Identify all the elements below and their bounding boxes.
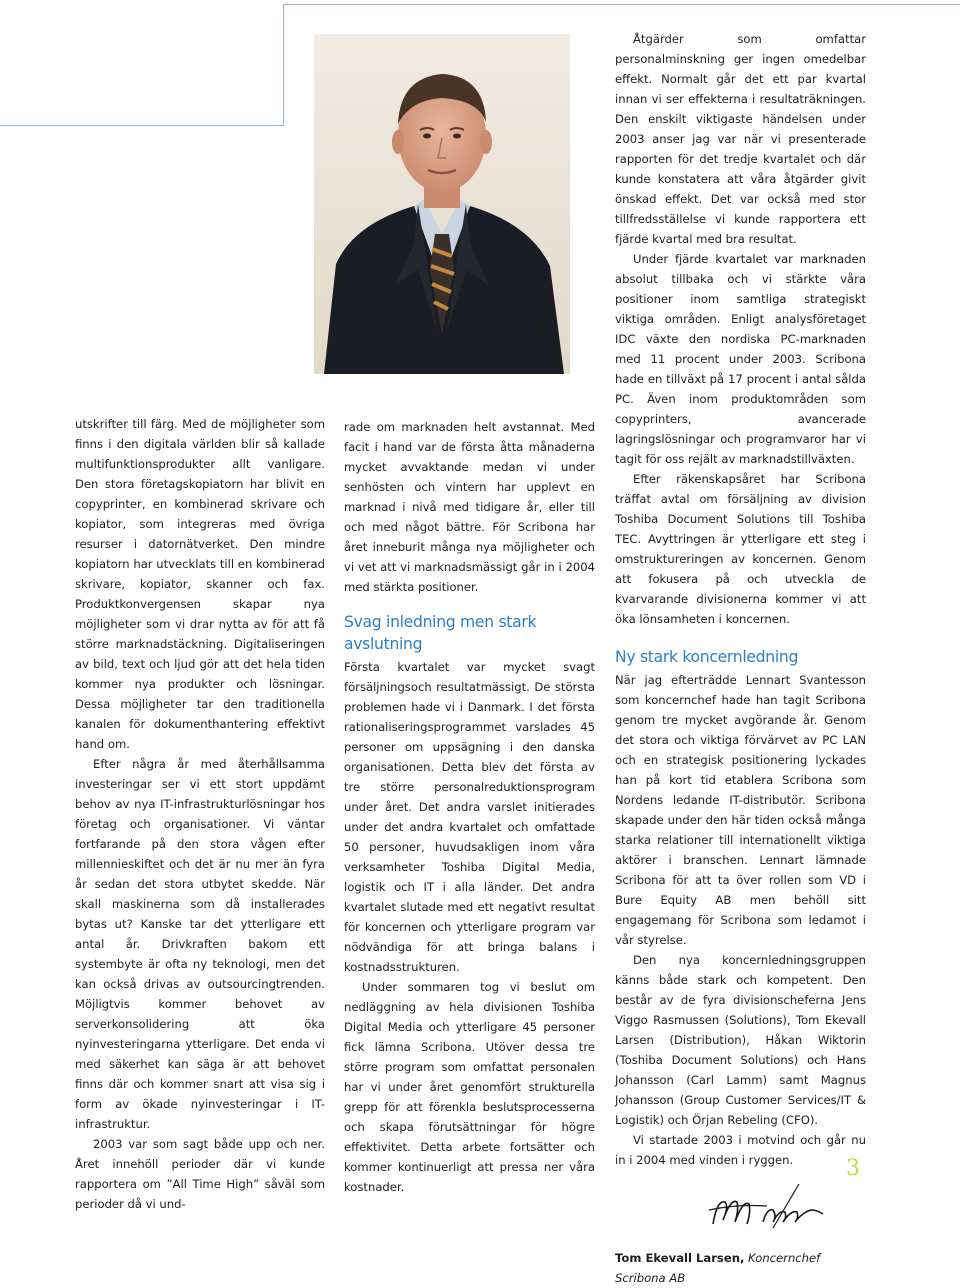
signature-image <box>707 1180 827 1236</box>
paragraph: Efter några år med återhållsamma investeringar ser vi ett stort uppdämt behov av nya IT-infrastrukturlösningar hos företag och organisationer. Vi väntar fortfarande på den stora vågen efter millennieskiftet och det är nu mer än fyra år sedan det stora utbytet skedde. När skall maskinerna som då installerades bytas ut? Kanske tar det ytterligare ett antal år. Drivkraften bakom ett systembyte är ofta ny teknologi, men det kan också drivas av outsourcingtrenden. Möjligtvis kommer behovet av serverkonsolidering att öka nyinvesteringarna ytterligare. Det enda vi med säkerhet kan säga är att behovet finns där och kommer snart att visa sig i form av ökade nyinvesteringar i IT-infrastruktur. <box>75 757 325 1131</box>
paragraph: Under fjärde kvartalet var marknaden absolut tillbaka och vi stärkte våra positioner inom samtliga strategiskt viktiga områden. Enligt analysföretaget IDC växte den nordiska PC-marknaden med 11 procent under 2003. Scribona hade en tillväxt på 17 procent i antal sålda PC. Även inom produktområden som copyprinters, avancerade lagringslösningar och programvaror har vi tagit för oss rejält av marknadstillväxten. <box>615 252 866 466</box>
page-number: 3 <box>846 1156 860 1181</box>
paragraph: När jag efterträdde Lennart Svantesson som koncernchef hade han tagit Scribona genom tre mycket avgörande år. Genom det stora och viktiga förvärvet av PC LAN och en strategisk positionering lyckades han på kort tid etablera Scribona som Nordens ledande IT-distributör. Scribona skapade under den här tiden också många starka relationer till internationellt viktiga aktörer i branschen. Lennart lämnade Scribona för att ta över rollen som VD i Bure Equity AB men behöll sitt engagemang för Scribona som ledamot i vår styrelse. <box>615 673 866 947</box>
signer-title: Koncernchef Scribona AB <box>615 1251 821 1285</box>
signer-name: Tom Ekevall Larsen, <box>615 1251 745 1265</box>
paragraph: Under sommaren tog vi beslut om nedläggning av hela divisionen Toshiba Digital Media och ytterligare 45 personer fick lämna Scribona. Utöver dessa tre större program som omfattat personalen har vi under året genomfört strukturella grepp för att förenkla beslutsprocesserna och skapa förutsättningar för högre effektivitet. Detta arbete fortsätter och kommer kontinuerligt att pressa ner våra kostnader. <box>344 980 595 1194</box>
paragraph: Den nya koncernledningsgruppen känns både stark och kompetent. Den består av de fyra divisionscheferna Jens Viggo Rasmussen (Solutions), Tom Ekevall Larsen (Distribution), Håkan Wiktorin (Toshiba Document Solutions) och Hans Johansson (Carl Lamm) samt Magnus Johansson (Group Customer Services/IT & Logistik) och Örjan Rebeling (CFO). <box>615 953 866 1127</box>
paragraph: utskrifter till färg. Med de möjligheter som finns i den digitala världen blir så kallade multifunktionsprodukter allt vanligare. Den stora företagskopiatorn har blivit en copyprinter, en kombinerad skrivare och kopiator, som integreras med övriga resurser i datornätverket. Den mindre kopiatorn har utvecklats till en kombinerad skrivare, kopiator, skanner och fax. Produktkonvergensen skapar nya möjligheter som vi drar nytta av för att få större marknadstäckning. Digitaliseringen av bild, text och ljud gör att det hela tiden kommer nya produkter och lösningar. Dessa möjligheter tar den traditionella kanalen för dokumenthantering effektivt hand om. <box>75 417 325 751</box>
column-2 <box>344 417 595 1197</box>
vertical-rule <box>283 4 284 125</box>
paragraph: Åtgärder som omfattar personalminskning ger ingen omedelbar effekt. Normalt går det ett par kvartal innan vi ser effekterna i resultaträkningen. Den enskilt viktigaste händelsen under 2003 anser jag var när vi presenterade rapporten för det tredje kvartalet och där kunde konstatera att våra åtgärder givit önskad effekt. Det var också med stor tillfredsställelse vi kunde rapportera ett fjärde kvartal med bra resultat. <box>615 32 866 246</box>
portrait-image <box>314 34 570 374</box>
top-rule <box>283 4 960 5</box>
column-3 <box>615 29 866 1288</box>
signature <box>615 1180 866 1240</box>
signature-caption <box>615 1248 866 1288</box>
paragraph: rade om marknaden helt avstannat. Med facit i hand var de första åtta månaderna mycket avvaktande medan vi under senhösten och vintern har upplevt en marknad i nivå med tidigare år, eller till och med något bättre. För Scribona har året inneburit många nya möjligheter och vi vet att vi marknadsmässigt går in i 2004 med stärkta positioner. <box>344 420 595 594</box>
portrait-photo <box>314 34 570 374</box>
paragraph: 2003 var som sagt både upp och ner. Året innehöll perioder där vi kunde rapportera om ”All Time High” såväl som perioder då vi und- <box>75 1137 325 1211</box>
left-rule <box>0 125 284 126</box>
paragraph: Vi startade 2003 i motvind och går nu in i 2004 med vinden i ryggen. <box>615 1133 866 1167</box>
section-heading: Svag inledning men stark avslutning <box>344 613 537 653</box>
paragraph: Efter räkenskapsåret har Scribona träffat avtal om försäljning av division Toshiba Document Solutions till Toshiba TEC. Avyttringen är ytterligare ett steg i omstruktureringen av koncernen. Genom att fokusera på och utveckla de kvarvarande divisionerna kommer vi att öka lönsamheten i koncernen. <box>615 472 866 626</box>
paragraph: Första kvartalet var mycket svagt försäljningsoch resultatmässigt. De största problemen hade vi i Danmark. I det första rationaliseringsprogrammet varslades 45 personer om uppsägning i den danska organisationen. Detta blev det första av tre större personalreduktionsprogram under året. Det andra varslet initierades under det andra kvartalet och omfattade 50 personer, huvudsakligen inom våra verksamheter Toshiba Digital Media, logistik och IT i alla länder. Det andra kvartalet slutade med ett negativt resultat för koncernen och ytterligare program var nödvändiga för att bringa balans i kostnadsstrukturen. <box>344 660 595 974</box>
section-heading: Ny stark koncernledning <box>615 648 799 666</box>
column-1 <box>75 414 325 1214</box>
